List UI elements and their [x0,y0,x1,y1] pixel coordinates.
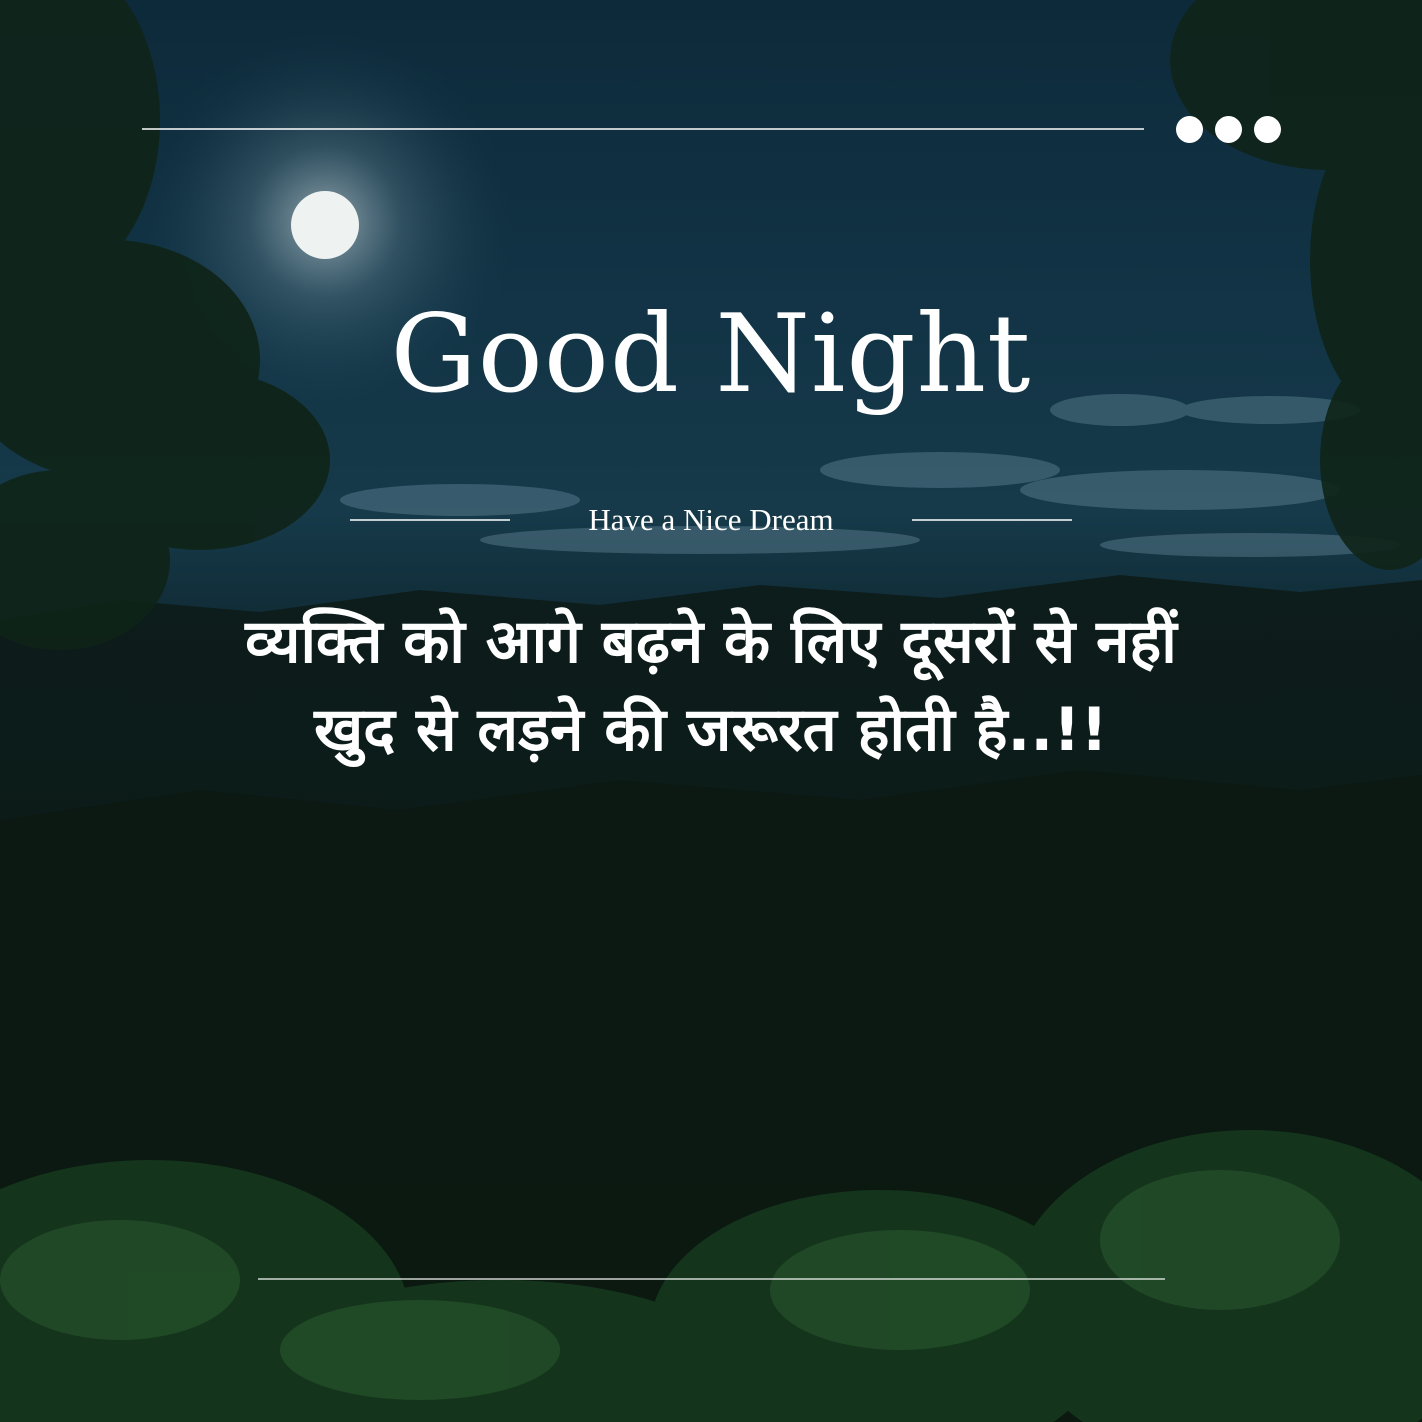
moon-icon [290,190,360,260]
subtitle-right-rule [912,519,1072,521]
top-divider [142,128,1144,130]
quote-text [40,598,1382,774]
quote-line: व्यक्ति को आगे बढ़ने के लिए दूसरों से नहीं [245,607,1177,677]
subtitle-row [350,498,1072,542]
dot [1215,116,1242,143]
dot [1254,116,1281,143]
dot [1176,116,1203,143]
card-title: Good Night [390,292,1032,417]
quote-line: खुद से लड़ने की जरूरत होती है..!! [314,695,1108,765]
card-subtitle: Have a Nice Dream [588,502,834,537]
bottom-divider [258,1278,1165,1280]
subtitle-left-rule [350,519,510,521]
more-dots-icon [1176,116,1284,144]
